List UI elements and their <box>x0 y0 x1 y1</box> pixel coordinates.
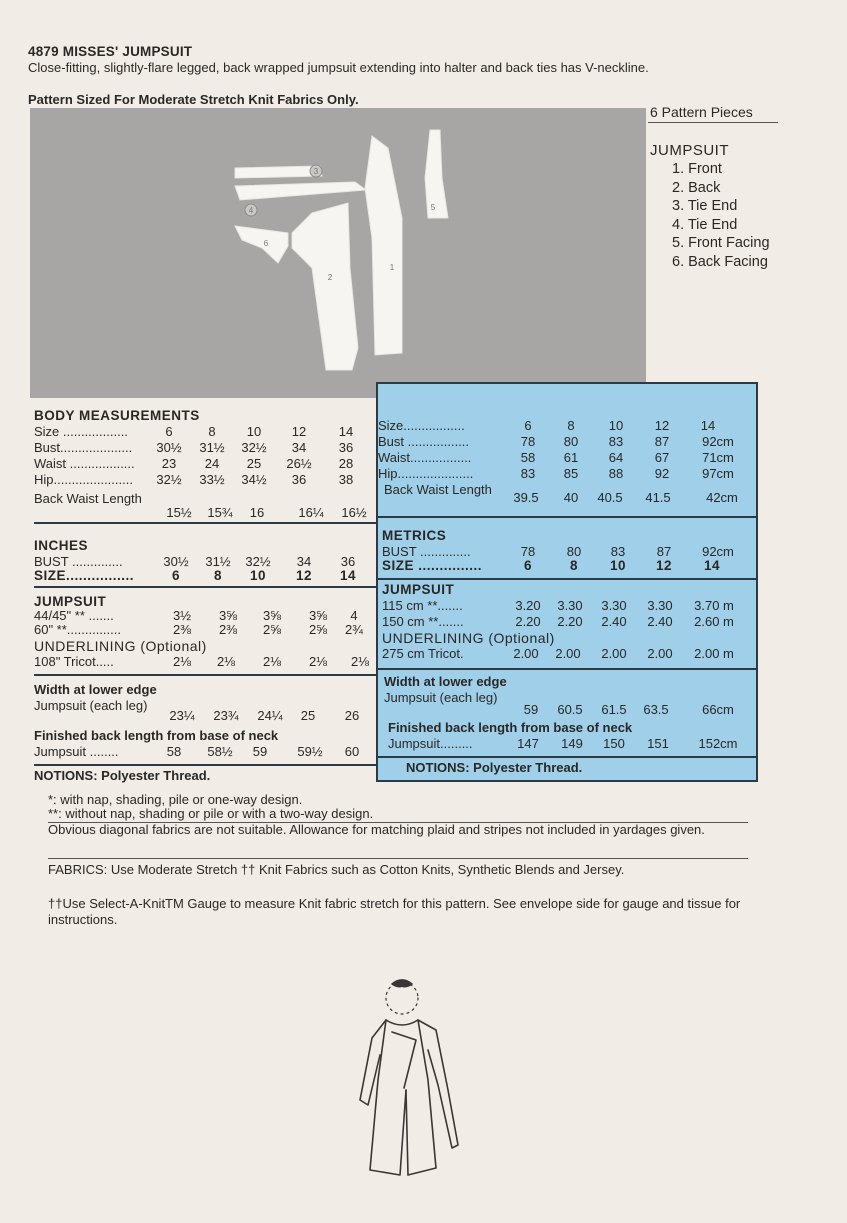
piece-label-2: 2 <box>327 273 333 282</box>
piece-item: 4. Tie End <box>672 216 738 233</box>
piece-back <box>292 203 358 370</box>
piece-item: 6. Back Facing <box>672 253 768 270</box>
notions-metric: NOTIONS: Polyester Thread. <box>406 760 583 775</box>
table-divider <box>34 586 376 588</box>
pattern-pieces-svg <box>30 108 646 398</box>
width-heading: Width at lower edge <box>34 682 157 697</box>
pattern-title: 4879 MISSES' JUMPSUIT <box>28 44 193 59</box>
back-waist-label: Back Waist Length <box>34 491 142 506</box>
piece-label-6: 6 <box>263 239 269 248</box>
pieces-heading: 6 Pattern Pieces <box>650 104 753 120</box>
piece-front-facing <box>425 130 448 218</box>
piece-tie-end-4 <box>235 182 366 200</box>
fabrics-note: FABRICS: Use Moderate Stretch †† Knit Fabrics such as Cotton Knits, Synthetic Blends and Jersey. <box>48 862 625 877</box>
footnote-without-nap: **: without nap, shading or pile or with a two-way design. <box>48 806 374 821</box>
footnote-nap: *: with nap, shading, pile or one-way design. <box>48 792 303 807</box>
jumpsuit-heading: JUMPSUIT <box>34 594 107 609</box>
pattern-pieces-diagram <box>30 108 646 398</box>
footnote-divider <box>48 858 748 859</box>
piece-label-1: 1 <box>389 263 395 272</box>
piece-item: 1. Front <box>672 161 722 177</box>
table-divider <box>34 764 376 766</box>
pattern-description: Close-fitting, slightly-flare legged, back wrapped jumpsuit extending into halter and back ties has V-neckline. <box>28 60 649 75</box>
piece-item: 3. Tie End <box>672 198 738 214</box>
back-waist-label-metric: Back Waist Length <box>384 482 492 497</box>
width-sub: Jumpsuit (each leg) <box>34 698 148 713</box>
notions-inches: NOTIONS: Polyester Thread. <box>34 768 211 783</box>
underlining-heading-metric: UNDERLINING (Optional) <box>382 630 555 646</box>
table-divider <box>378 516 756 518</box>
jumpsuit-back-sketch <box>340 970 480 1190</box>
width-sub-metric: Jumpsuit (each leg) <box>384 690 498 705</box>
finished-heading: Finished back length from base of neck <box>34 728 279 743</box>
piece-label-3: 3 <box>313 167 319 176</box>
table-divider <box>378 668 756 670</box>
inches-heading: INCHES <box>34 538 89 553</box>
table-divider <box>34 522 376 524</box>
pieces-group-title: JUMPSUIT <box>650 142 729 159</box>
jumpsuit-heading-metric: JUMPSUIT <box>382 582 455 597</box>
fabric-note: Pattern Sized For Moderate Stretch Knit Fabrics Only. <box>28 92 359 107</box>
piece-back-facing <box>235 226 288 263</box>
piece-front <box>365 136 402 355</box>
metrics-table: Size................. 6 8 10 12 14 Bust ................. 78 80 83 87 92cm Waist................. 58 61 64 67 71cm Hip..................... 83 85 88 92 97cm Back Waist Length 39.5 40 40.5 41.5 42cm METRICS BUST .............. 78 80 83 87 92cm SIZE ............... 6 8 10 12 14 JUMPSUIT 115 cm **....... 3.20 3.30 3.30 3.30 3.70 m 150 cm **....... 2.20 2.20 2.40 2.40 2.60 m UNDERLINING (Optional) 275 cm Tricot. 2.00 2.00 2.00 2.00 2.00 m Width at lower edge Jumpsuit (each leg) 59 60.5 61.5 63.5 66cm Finished back length from base of neck Jumpsuit......... 147 149 150 151 152cm NOTIONS: Polyester Thread. <box>376 382 758 782</box>
body-measurements-heading: BODY MEASUREMENTS <box>34 408 200 423</box>
pieces-divider <box>648 122 778 123</box>
underlining-heading: UNDERLINING (Optional) <box>34 638 207 654</box>
table-divider <box>378 578 756 580</box>
metrics-heading: METRICS <box>382 528 447 543</box>
table-divider <box>378 756 756 758</box>
piece-label-5: 5 <box>430 203 436 212</box>
diagonal-note: Obvious diagonal fabrics are not suitable. Allowance for matching plaid and stripes not included in yardages given. <box>48 822 705 837</box>
piece-item: 5. Front Facing <box>672 235 770 251</box>
piece-item: 2. Back <box>672 179 721 196</box>
piece-tie-end-3 <box>235 166 322 178</box>
width-heading-metric: Width at lower edge <box>384 674 507 689</box>
finished-heading-metric: Finished back length from base of neck <box>388 720 633 735</box>
piece-list <box>672 160 770 271</box>
inches-table: BODY MEASUREMENTS Size .................. 6 8 10 12 14 Bust.................... 30½ 31½ 32½ 34 36 Waist .................. 23 24 25 26½ 28 Hip...................... 32½ 33½ 34½ 36 38 Back Waist Length 15½ 15¾ 16 16¼ 16½ INCHES BUST .............. 30½ 31½ 32½ 34 36 SIZE................ 6 8 10 12 14 JUMPSUIT 44/45" ** ....... 3½ 3⅝ 3⅝ 3⅝ 4 60" **............... 2⅜ 2⅜ 2⅝ 2⅝ 2¾ UNDERLINING (Optional) 108" Tricot..... 2⅛ 2⅛ 2⅛ 2⅛ 2⅛ Width at lower edge Jumpsuit (each leg) 23¼ 23¾ 24¼ 25 26 Finished back length from base of neck Jumpsuit ........ 58 58½ 59 59½ 60 NOTIONS: Polyester Thread. <box>34 384 374 790</box>
piece-label-4: 4 <box>248 206 254 215</box>
gauge-note: ††Use Select-A-KnitTM Gauge to measure Knit fabric stretch for this pattern. See envelope side for gauge and tissue for instructions. <box>48 896 741 927</box>
table-divider <box>34 674 376 676</box>
